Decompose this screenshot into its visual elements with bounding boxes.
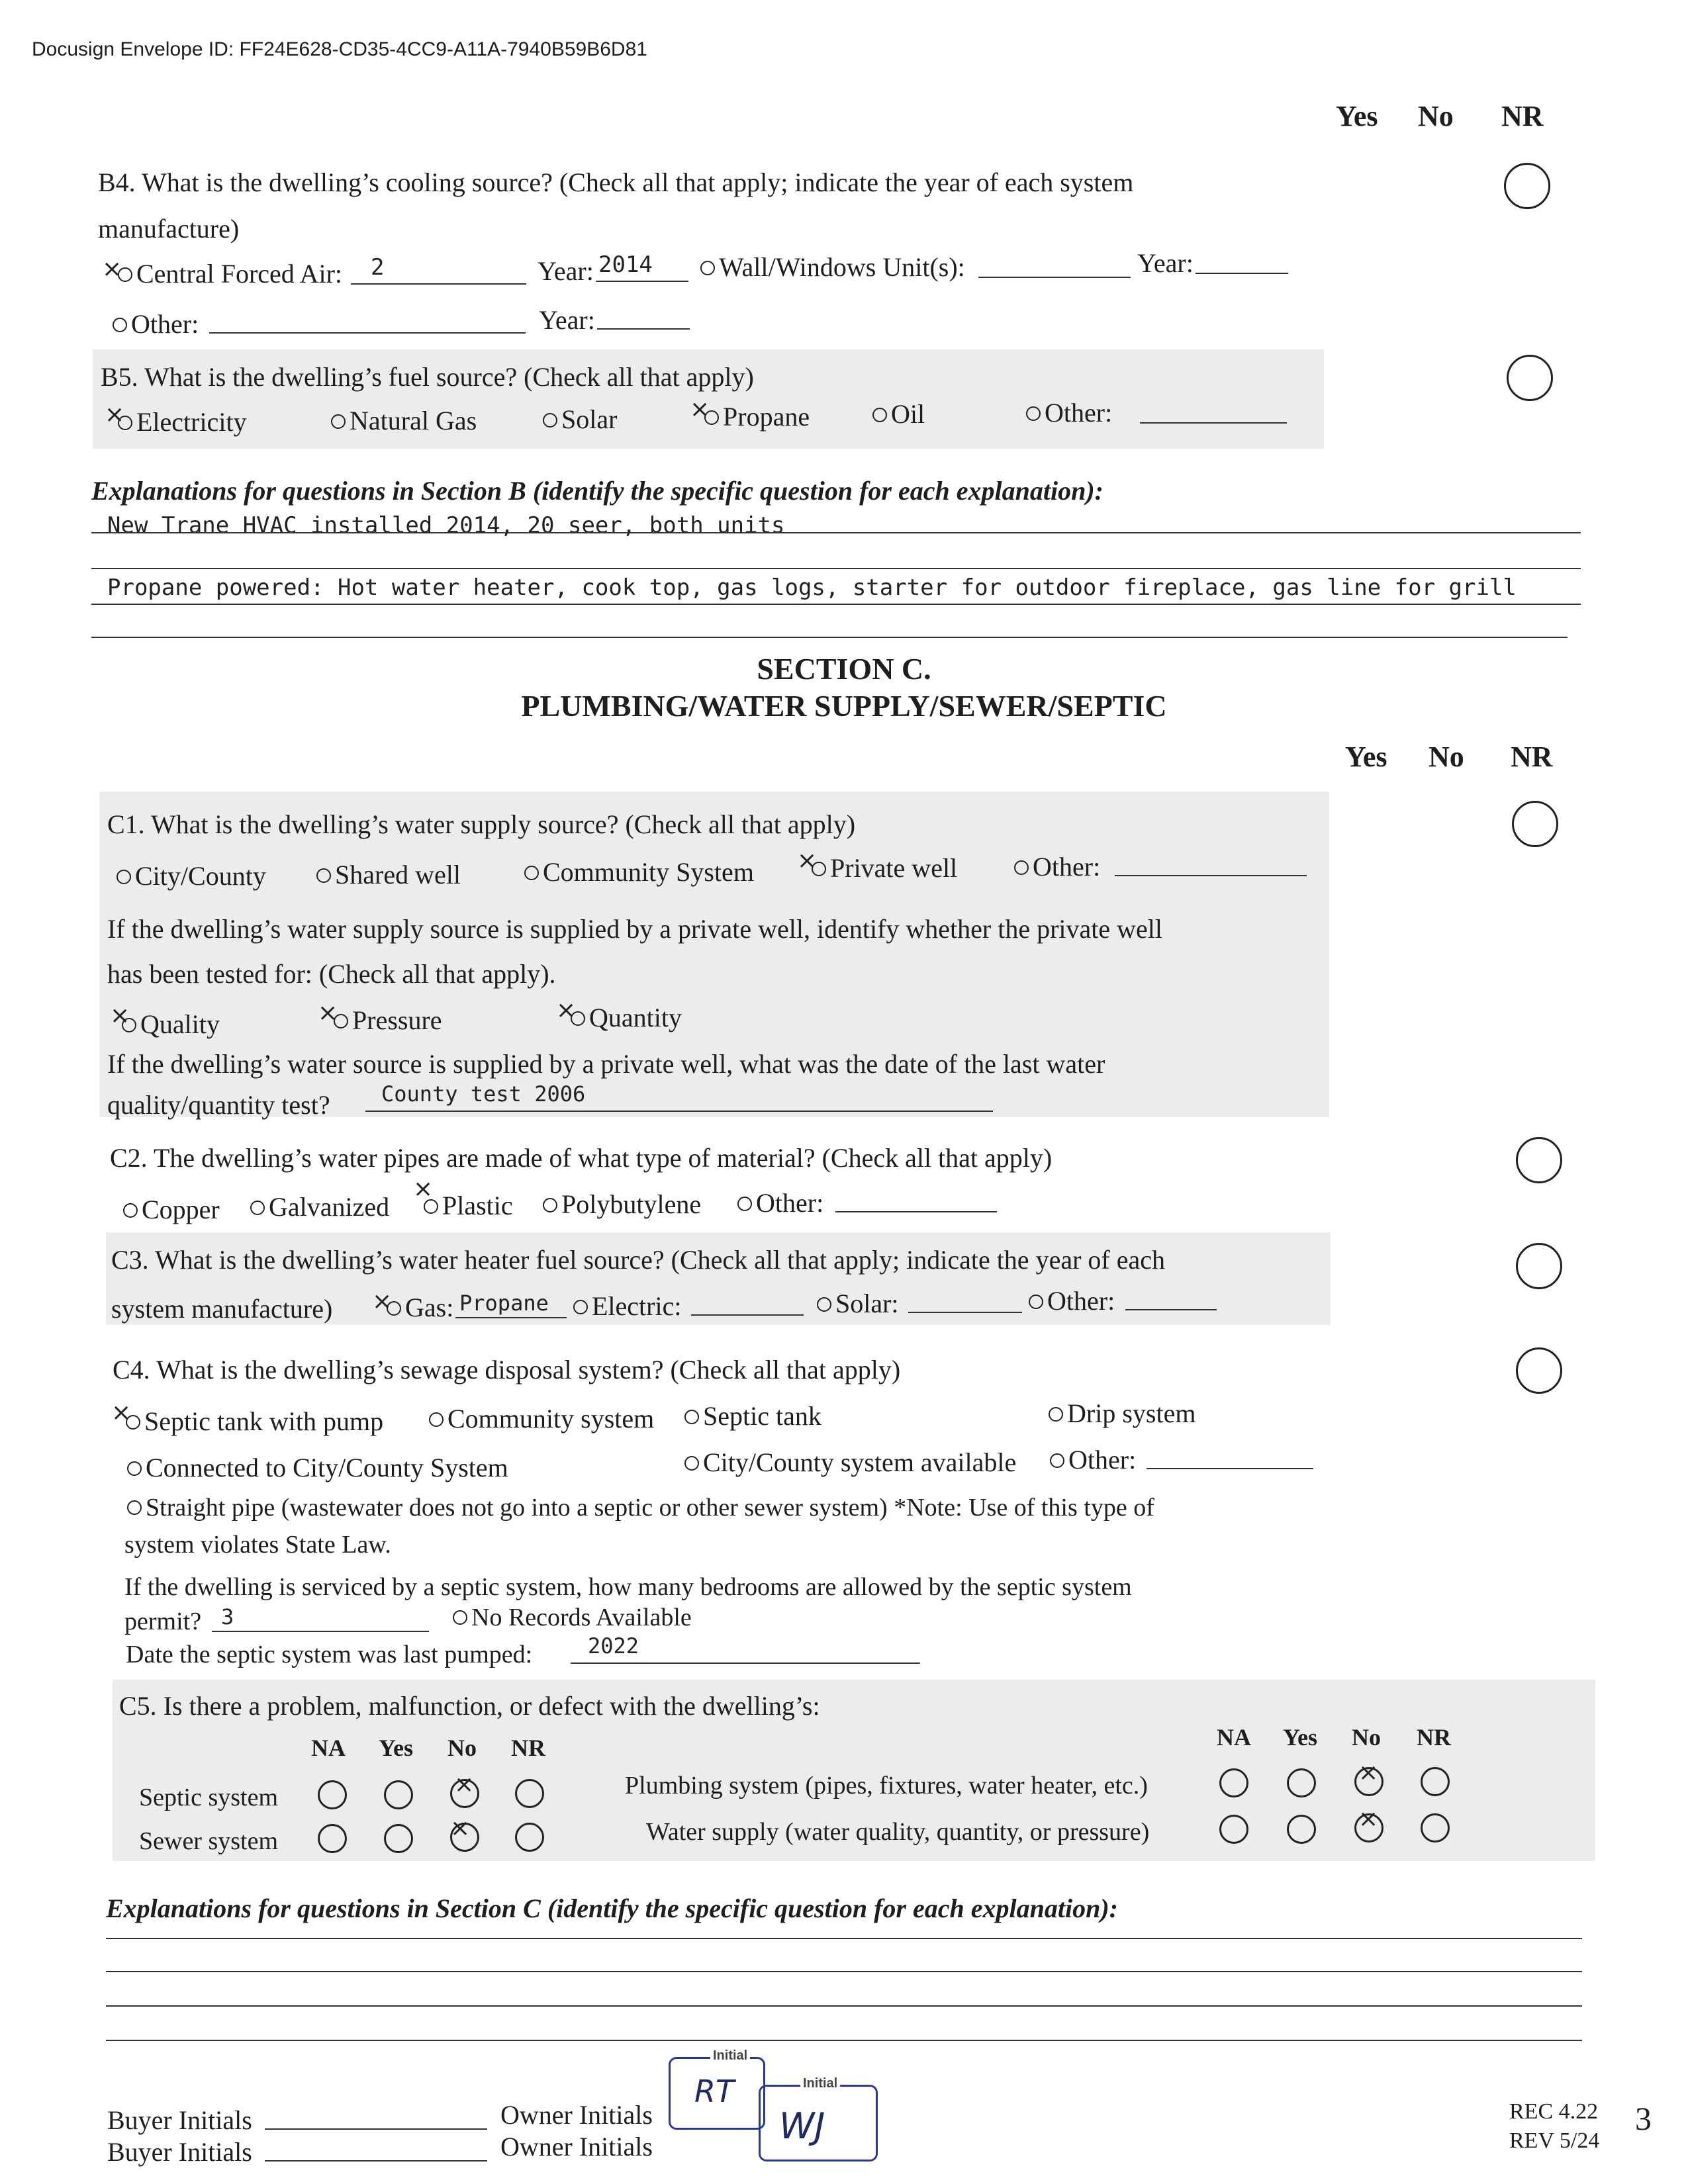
- section-b-explanation-label: Explanations for questions in Section B (identify the specific question for each explanation):: [91, 476, 1103, 506]
- check-mark-icon: ×: [454, 1771, 475, 1798]
- c1-other-line: [1115, 875, 1307, 876]
- c5-water-label: Water supply (water quality, quantity, or pressure): [646, 1818, 1150, 1846]
- check-mark-icon: ×: [690, 396, 710, 423]
- c4-question: C4. What is the dwelling’s sewage disposal system? (Check all that apply): [113, 1355, 901, 1385]
- owner-initials-1: RT: [694, 2073, 735, 2109]
- b4-wall-label: Wall/Windows Unit(s):: [719, 252, 965, 282]
- c2-option-other[interactable]: [737, 1187, 823, 1218]
- rule: [106, 1938, 1582, 1939]
- page-number: 3: [1635, 2100, 1652, 2137]
- option-label: Plastic: [442, 1191, 513, 1220]
- b4-wall-option[interactable]: [700, 251, 965, 283]
- c4-bedrooms-line: [212, 1631, 429, 1632]
- radio-icon: [1050, 1453, 1064, 1468]
- c1-test-pressure[interactable]: [334, 1005, 442, 1036]
- b5-option-other[interactable]: [1026, 397, 1112, 428]
- radio-icon: [737, 1197, 752, 1211]
- rule: [91, 604, 1581, 605]
- b4-other-option[interactable]: [113, 308, 199, 340]
- owner-initials-box-2[interactable]: [759, 2076, 878, 2161]
- c3-option-electric[interactable]: [573, 1291, 681, 1322]
- rule: [91, 532, 1581, 533]
- c4-bedrooms-value[interactable]: 3: [221, 1604, 234, 1629]
- col-header-no: No: [1418, 100, 1454, 132]
- radio-icon: [331, 414, 346, 429]
- c4-straight-pipe-note: system violates State Law.: [124, 1531, 391, 1559]
- radio-icon: [127, 1461, 142, 1476]
- radio-icon: [123, 1203, 138, 1218]
- radio-icon: [334, 1014, 348, 1028]
- c5-right-header-yes: Yes: [1283, 1724, 1317, 1751]
- option-label: City/County: [135, 861, 266, 891]
- radio-icon: [127, 1500, 142, 1515]
- c1-option-other[interactable]: [1014, 851, 1100, 882]
- form-rev-date: REV 5/24: [1509, 2128, 1600, 2153]
- option-label: Septic tank: [703, 1401, 821, 1431]
- radio-icon: [571, 1011, 585, 1026]
- c3-nr-circle[interactable]: [1516, 1243, 1562, 1289]
- option-label: Solar:: [835, 1289, 899, 1318]
- c1-option-private-well[interactable]: [812, 852, 957, 884]
- option-label: Galvanized: [269, 1192, 390, 1222]
- radio-icon: [1026, 406, 1041, 421]
- radio-icon: [704, 410, 719, 425]
- radio-icon: [424, 1199, 438, 1214]
- check-mark-icon: ×: [413, 1175, 434, 1203]
- radio-icon: [453, 1610, 467, 1625]
- check-mark-icon: ×: [1358, 1759, 1379, 1786]
- c3-gas-value[interactable]: Propane: [459, 1291, 549, 1316]
- b4-central-value[interactable]: 2: [371, 254, 385, 281]
- radio-icon: [872, 408, 887, 422]
- c3-option-gas[interactable]: [387, 1292, 453, 1323]
- initial-tag: Initial: [710, 2048, 750, 2064]
- b4-other-line: [209, 332, 526, 334]
- c1-test-quality[interactable]: [122, 1009, 220, 1040]
- owner-initials-label-1: Owner Initials: [500, 2100, 653, 2130]
- buyer-initials-label-2: Buyer Initials: [107, 2137, 252, 2167]
- option-label: No Records Available: [471, 1604, 692, 1631]
- rule: [106, 1971, 1582, 1972]
- c5-water-na[interactable]: [1219, 1815, 1248, 1844]
- c2-option-plastic[interactable]: [424, 1190, 513, 1221]
- c4-option-drip[interactable]: [1049, 1398, 1196, 1429]
- col-header-nr: NR: [1511, 741, 1553, 773]
- option-label: Shared well: [335, 860, 461, 889]
- c5-water-nr[interactable]: [1421, 1813, 1450, 1843]
- option-label: Straight pipe (wastewater does not go into a septic or other sewer system) *Note: Use of this type of: [146, 1494, 1154, 1522]
- c3-question: C3. What is the dwelling’s water heater fuel source? (Check all that apply; indicate the year of each: [111, 1245, 1165, 1275]
- c3-question-cont: system manufacture): [111, 1294, 333, 1324]
- option-label: Polybutylene: [561, 1189, 702, 1219]
- c3-option-other[interactable]: [1029, 1285, 1115, 1316]
- c4-option-connected[interactable]: [127, 1452, 508, 1483]
- radio-icon: [118, 416, 132, 430]
- option-label: Community System: [543, 857, 754, 887]
- radio-icon: [684, 1456, 699, 1471]
- c5-left-header-yes: Yes: [379, 1735, 413, 1761]
- buyer-initials-label-1: Buyer Initials: [107, 2105, 252, 2135]
- c1-well-question-cont: has been tested for: (Check all that apply).: [107, 959, 556, 989]
- radio-icon: [543, 413, 557, 428]
- c4-option-other[interactable]: [1050, 1444, 1136, 1475]
- c5-plumbing-label: Plumbing system (pipes, fixtures, water heater, etc.): [625, 1772, 1148, 1799]
- owner-initials-2: WJ: [779, 2105, 825, 2147]
- radio-icon: [812, 862, 826, 876]
- b5-option-natural-gas[interactable]: [331, 405, 477, 436]
- c1-date-value[interactable]: County test 2006: [381, 1081, 586, 1107]
- buyer-initials-line-1[interactable]: [265, 2128, 487, 2130]
- c5-sewer-nr[interactable]: [515, 1823, 544, 1852]
- option-label: Propane: [723, 402, 810, 432]
- c4-pumped-value[interactable]: 2022: [588, 1633, 639, 1659]
- section-c-explanation-label: Explanations for questions in Section C (identify the specific question for each explanation):: [106, 1893, 1118, 1923]
- radio-icon: [117, 870, 131, 884]
- b5-option-oil[interactable]: [872, 398, 925, 430]
- c1-nr-circle[interactable]: [1512, 801, 1558, 847]
- c4-option-community[interactable]: [429, 1403, 654, 1434]
- col-header-yes: Yes: [1336, 100, 1378, 132]
- radio-icon: [316, 868, 331, 883]
- envelope-id: Docusign Envelope ID: FF24E628-CD35-4CC9-A11A-7940B59B6D81: [32, 38, 647, 60]
- c5-left-header-no: No: [447, 1735, 477, 1761]
- c1-date-line: [365, 1111, 993, 1112]
- c5-sewer-yes[interactable]: [384, 1824, 413, 1853]
- radio-icon: [684, 1410, 699, 1424]
- radio-icon: [387, 1301, 401, 1316]
- c3-option-solar[interactable]: [817, 1288, 899, 1319]
- c5-septic-nr[interactable]: [515, 1779, 544, 1808]
- radio-icon: [118, 267, 132, 282]
- check-mark-icon: ×: [372, 1288, 393, 1315]
- c5-septic-label: Septic system: [139, 1784, 279, 1811]
- radio-icon: [524, 866, 539, 880]
- b5-nr-circle[interactable]: [1507, 355, 1553, 401]
- option-label: Quality: [140, 1009, 220, 1039]
- c5-left-header-na: NA: [311, 1735, 346, 1761]
- c4-no-records-option[interactable]: [453, 1603, 692, 1632]
- option-label: Other:: [1033, 852, 1101, 882]
- owner-initials-box-1[interactable]: [669, 2048, 765, 2130]
- b5-question: B5. What is the dwelling’s fuel source? (Check all that apply): [101, 362, 754, 392]
- radio-icon: [700, 261, 715, 275]
- form-rec-number: REC 4.22: [1509, 2099, 1599, 2124]
- section-b-explanation-line1[interactable]: New Trane HVAC installed 2014, 20 seer, both units: [107, 512, 785, 539]
- b4-year-label: Year:: [538, 256, 594, 286]
- c4-pumped-label: Date the septic system was last pumped:: [126, 1641, 533, 1668]
- col-header-nr: NR: [1501, 100, 1544, 132]
- c5-plumbing-nr[interactable]: [1421, 1767, 1450, 1796]
- c4-option-straight-pipe[interactable]: [127, 1493, 1154, 1522]
- c1-well-question: If the dwelling’s water supply source is supplied by a private well, identify whether the private well: [107, 914, 1163, 944]
- c3-gas-line: [455, 1317, 567, 1318]
- c1-option-shared-well[interactable]: [316, 859, 461, 890]
- c5-right-header-nr: NR: [1417, 1724, 1451, 1751]
- b4-wall-year-label: Year:: [1137, 248, 1194, 278]
- b4-year-line: [596, 281, 688, 282]
- b4-other-year-label: Year:: [539, 305, 595, 335]
- radio-icon: [1049, 1407, 1063, 1422]
- b5-option-propane[interactable]: [704, 401, 810, 432]
- c5-septic-na[interactable]: [318, 1780, 347, 1809]
- radio-icon: [429, 1412, 444, 1427]
- owner-initials-label-2: Owner Initials: [500, 2132, 653, 2161]
- b4-central-label: Central Forced Air:: [136, 259, 343, 289]
- rule: [106, 2040, 1582, 2041]
- option-label: Community system: [447, 1404, 655, 1433]
- check-mark-icon: ×: [450, 1815, 471, 1842]
- c2-other-line: [835, 1211, 997, 1212]
- radio-icon: [1029, 1295, 1043, 1309]
- b4-question-cont: manufacture): [98, 214, 240, 244]
- c3-solar-line: [908, 1312, 1022, 1313]
- c5-septic-yes[interactable]: [384, 1780, 413, 1809]
- c4-option-septic-tank[interactable]: [684, 1400, 821, 1432]
- c3-other-line: [1125, 1309, 1217, 1310]
- c2-nr-circle[interactable]: [1516, 1137, 1562, 1183]
- c2-option-galvanized[interactable]: [250, 1191, 389, 1222]
- c4-bedrooms-question: If the dwelling is serviced by a septic system, how many bedrooms are allowed by the septic system: [124, 1573, 1132, 1601]
- c2-option-polybutylene[interactable]: [543, 1189, 701, 1220]
- b4-question: B4. What is the dwelling’s cooling source? (Check all that apply; indicate the year of each system: [98, 167, 1134, 197]
- c1-question: C1. What is the dwelling’s water supply source? (Check all that apply): [107, 809, 856, 839]
- option-label: Copper: [142, 1195, 220, 1224]
- initial-tag: Initial: [800, 2076, 840, 2091]
- section-c-title: SECTION C.: [757, 652, 931, 686]
- c1-date-question: If the dwelling’s water source is supplied by a private well, what was the date of the last water: [107, 1049, 1105, 1079]
- c4-other-line: [1147, 1468, 1313, 1469]
- radio-icon: [543, 1198, 557, 1212]
- check-mark-icon: ×: [1358, 1805, 1379, 1833]
- radio-icon: [817, 1297, 831, 1312]
- option-label: Gas:: [405, 1293, 454, 1322]
- option-label: Drip system: [1067, 1398, 1196, 1428]
- c5-plumbing-na[interactable]: [1219, 1768, 1248, 1797]
- radio-icon: [126, 1415, 140, 1430]
- option-label: Electricity: [136, 407, 247, 437]
- c5-water-yes[interactable]: [1287, 1815, 1316, 1844]
- c5-left-header-nr: NR: [511, 1735, 545, 1761]
- radio-icon: [250, 1201, 265, 1215]
- c1-date-question-cont: quality/quantity test?: [107, 1090, 330, 1120]
- c3-electric-line: [691, 1314, 804, 1316]
- rule: [91, 637, 1568, 638]
- c4-pumped-line: [571, 1662, 920, 1664]
- check-mark-icon: ×: [797, 847, 818, 874]
- c4-nr-circle[interactable]: [1516, 1347, 1562, 1394]
- option-label: Connected to City/County System: [146, 1453, 508, 1482]
- c5-right-header-no: No: [1352, 1724, 1381, 1751]
- option-label: Other:: [1068, 1445, 1137, 1475]
- b4-wall-line: [978, 277, 1131, 278]
- b4-other-year-line: [597, 328, 690, 330]
- check-mark-icon: ×: [105, 401, 125, 428]
- c1-test-quantity[interactable]: [571, 1002, 682, 1033]
- b4-central-option[interactable]: [118, 258, 342, 289]
- c5-sewer-na[interactable]: [318, 1824, 347, 1853]
- option-label: Electric:: [592, 1291, 682, 1321]
- b4-central-line: [351, 283, 526, 285]
- c4-option-septic-pump[interactable]: [126, 1406, 383, 1437]
- col-header-no: No: [1429, 741, 1464, 773]
- col-header-yes: Yes: [1345, 741, 1387, 773]
- c1-option-community[interactable]: [524, 856, 754, 887]
- c4-bedrooms-question-cont: permit?: [124, 1608, 202, 1635]
- option-label: Other:: [756, 1188, 824, 1218]
- b5-other-line: [1140, 422, 1287, 424]
- radio-icon: [122, 1018, 136, 1032]
- option-label: Oil: [891, 399, 925, 429]
- option-label: Other:: [1045, 398, 1113, 428]
- section-b-explanation-line2[interactable]: Propane powered: Hot water heater, cook top, gas logs, starter for outdoor fireplace, gas line for grill: [107, 574, 1517, 601]
- radio-icon: [573, 1300, 588, 1314]
- b4-year-value[interactable]: 2014: [598, 251, 653, 278]
- option-label: Natural Gas: [350, 406, 477, 435]
- rule: [91, 568, 1581, 569]
- b4-nr-circle[interactable]: [1504, 163, 1550, 209]
- b5-option-solar[interactable]: [543, 404, 617, 435]
- option-label: Septic tank with pump: [144, 1406, 384, 1436]
- b4-wall-year-line: [1196, 273, 1288, 274]
- buyer-initials-line-2[interactable]: [265, 2160, 487, 2161]
- option-label: Solar: [561, 404, 618, 434]
- check-mark-icon: ×: [111, 1399, 132, 1426]
- radio-icon: [1014, 860, 1029, 875]
- option-label: City/County system available: [703, 1447, 1017, 1477]
- option-label: Private well: [830, 853, 958, 883]
- section-c-subtitle: PLUMBING/WATER SUPPLY/SEWER/SEPTIC: [521, 689, 1167, 723]
- option-label: Quantity: [589, 1003, 682, 1032]
- check-mark-icon: ×: [110, 1002, 130, 1029]
- c2-option-copper[interactable]: [123, 1194, 220, 1225]
- c4-option-available[interactable]: [684, 1447, 1016, 1478]
- check-mark-icon: ×: [318, 999, 338, 1026]
- c5-question: C5. Is there a problem, malfunction, or defect with the dwelling’s:: [119, 1691, 820, 1721]
- check-mark-icon: ×: [102, 255, 122, 283]
- c5-plumbing-yes[interactable]: [1287, 1768, 1316, 1797]
- check-mark-icon: ×: [556, 997, 577, 1024]
- c2-question: C2. The dwelling’s water pipes are made of what type of material? (Check all that apply): [110, 1143, 1053, 1173]
- option-label: Other:: [1047, 1286, 1115, 1316]
- c5-right-header-na: NA: [1217, 1724, 1251, 1751]
- radio-icon: [113, 318, 127, 332]
- c1-option-city[interactable]: [117, 860, 266, 891]
- option-label: Pressure: [352, 1005, 442, 1035]
- b4-other-label: Other:: [131, 309, 199, 339]
- rule: [106, 2005, 1582, 2007]
- c5-sewer-label: Sewer system: [139, 1827, 279, 1855]
- b5-option-electricity[interactable]: [118, 406, 247, 437]
